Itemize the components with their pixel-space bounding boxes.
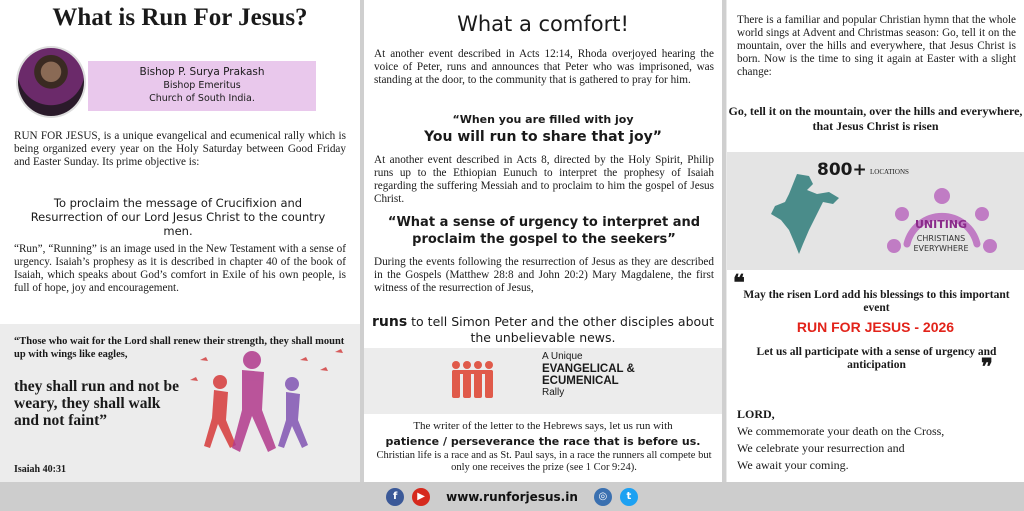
philip-paragraph: At another event described in Acts 8, directed by the Holy Spirit, Philip runs up to the Ethiopian Eunuch to interpret the prophesy of Isaiah regarding the suffering Messiah and to proclaim to him the gospel of Jesus Christ. (374, 154, 714, 205)
instagram-icon[interactable]: ◎ (594, 488, 612, 506)
runs-word: runs (372, 314, 408, 330)
runners-illustration (180, 340, 360, 480)
section-title: What a comfort! (457, 12, 629, 36)
mary-paragraph: During the events following the resurrection of Jesus as they are described in the Gospels (Matthew 28:8 and John 20:2) Mary Magdalene, the first witness of the resurrection of Jesus, (374, 256, 714, 294)
rally-line1: A Unique (542, 351, 583, 362)
race-paragraph: Christian life is a race and as St. Paul says, in a race the runners all compete but only one receives the prize (see 1 Cor 9:24). (376, 450, 712, 473)
isaiah-quote-main: they shall run and not be weary, they shall walk and not faint” (14, 378, 179, 429)
column-what-a-comfort (364, 0, 722, 482)
christians-everywhere-label (891, 234, 991, 254)
open-quote-icon: ❝ (733, 270, 745, 295)
urgency-quote: “What a sense of urgency to interpret and proclaim the gospel to the seekers” (387, 215, 701, 247)
isaiah-quote-reference: Isaiah 40:31 (14, 464, 66, 475)
event-title: RUN FOR JESUS - 2026 (796, 319, 955, 335)
runs-to-tell-text (364, 314, 722, 346)
author-avatar (16, 46, 86, 118)
hebrews-line2: patience / perseverance the race that is before us. (385, 435, 701, 448)
rhoda-paragraph: At another event described in Acts 12:14, Rhoda overjoyed hearing the voice of Peter, runs and announces that Peter who was imprisoned, was standing at the door, to the community that is gathered to pray for him. (374, 48, 714, 86)
india-map-icon (767, 172, 842, 257)
locations-label: LOCATIONS (870, 168, 909, 176)
rally-line4: Rally (542, 387, 565, 398)
facebook-icon[interactable]: f (386, 488, 404, 506)
prayer-line3: We await your coming. (737, 458, 849, 472)
prayer-lord: LORD, (737, 407, 775, 421)
hymn-paragraph: There is a familiar and popular Christian hymn that the whole world sings at Advent and Christmas season: Go, tell it on the mountain, over the hills and everywhere, that Jesus Christ is born. Now is the time to sing it again at Easter with a slight change: (737, 14, 1016, 78)
people-group-icon (450, 358, 494, 402)
author-church: Church of South India. (149, 93, 255, 104)
author-name: Bishop P. Surya Prakash (139, 66, 265, 78)
prayer-line2: We celebrate your resurrection and (737, 441, 905, 455)
blessing-text: May the risen Lord add his blessings to this important event (743, 289, 1010, 314)
rally-line3: ECUMENICAL (542, 375, 619, 387)
hymn-quote: Go, tell it on the mountain, over the hills and everywhere, that Jesus Christ is risen (728, 104, 1023, 133)
author-role: Bishop Emeritus (163, 80, 241, 91)
objective-text: To proclaim the message of Crucifixion and Resurrection of our Lord Jesus Christ to the country men. (30, 196, 326, 238)
everywhere-text: EVERYWHERE (913, 244, 969, 253)
column-divider (722, 0, 726, 482)
prayer (737, 406, 1016, 474)
rally-label (542, 351, 635, 399)
christians-text: CHRISTIANS (916, 234, 966, 243)
run-image-paragraph: “Run”, “Running” is an image used in the New Testament with a sense of urgency. Isaiah’s prophesy as it is described in chapter 40 of the book of Isaiah, which speaks about God’s comfort in Exile of his own people, is full of hope, joy and encouragement. (14, 243, 346, 294)
joy-quote-line2: You will run to share that joy” (424, 129, 662, 145)
page-title: What is Run For Jesus? (52, 4, 308, 31)
joy-quote-line1: “When you are filled with joy (452, 113, 634, 126)
prayer-line1: We commemorate your death on the Cross, (737, 424, 945, 438)
author-box (88, 61, 316, 111)
column-what-is-run-for-jesus (0, 0, 360, 482)
website-link[interactable]: www.runforjesus.in (446, 489, 578, 504)
runs-rest: to tell Simon Peter and the other disciples about the unbelievable news. (407, 314, 714, 345)
isaiah-quote-intro: “Those who wait for the Lord shall renew their strength, they shall mount up with wings like eagles, (14, 336, 345, 360)
intro-paragraph: RUN FOR JESUS, is a unique evangelical and ecumenical rally which is being organized every year on the Holy Saturday between Good Friday and Easter Sunday. Its prime objective is: (14, 130, 346, 168)
hebrews-line1: The writer of the letter to the Hebrews says, let us run with (413, 420, 673, 432)
close-quote-icon: ❞ (981, 354, 993, 379)
rally-line2: EVANGELICAL & (542, 363, 635, 375)
twitter-icon[interactable]: t (620, 488, 638, 506)
locations-count: 800+ (817, 160, 867, 180)
uniting-label: UNITING (914, 218, 968, 231)
youtube-icon[interactable]: ▶ (412, 488, 430, 506)
footer-bar (0, 482, 1024, 511)
column-go-tell-it (727, 0, 1024, 482)
participate-text: Let us all participate with a sense of urgency and anticipation (756, 346, 997, 371)
